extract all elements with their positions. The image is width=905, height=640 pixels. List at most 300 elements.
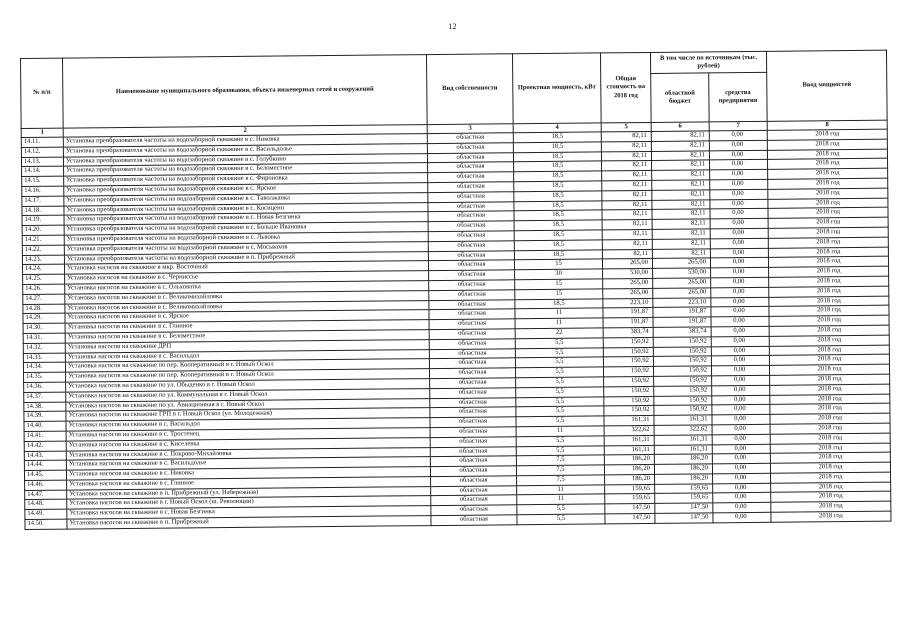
commission-year: 2018 год [768,188,888,199]
ownership-type: областная [430,417,516,428]
design-power: 11 [515,318,603,329]
enterprise-funds: 0,00 [710,238,768,248]
design-power: 18,5 [515,298,603,309]
enterprise-funds: 0,00 [711,267,769,277]
total-cost: 150,92 [603,357,653,367]
object-name: Установка насосов на скважине в с. Покрово-Михайловка [66,447,430,460]
total-cost: 82,11 [602,200,652,210]
commission-year: 2018 год [771,511,891,522]
column-number: 5 [601,122,651,131]
enterprise-funds: 0,00 [712,444,770,454]
total-cost: 150,92 [603,367,653,377]
commission-year: 2018 год [767,149,887,160]
ownership-type: областная [429,270,515,281]
enterprise-funds: 0,00 [710,228,768,238]
table-header [21,50,888,137]
design-power: 18,5 [514,161,602,172]
ownership-type: областная [429,358,515,369]
total-cost: 150,92 [603,337,653,347]
ownership-type: областная [430,368,516,379]
object-name: Установка насосов на скважине в с. Глинное [65,320,429,333]
total-cost: 150,92 [604,376,654,386]
enterprise-funds: 0,00 [713,473,771,483]
ownership-type: областная [430,378,516,389]
total-cost: 82,11 [602,210,652,220]
regional-budget: 191,87 [653,307,711,317]
total-cost: 82,11 [602,161,652,171]
row-number: 14.34. [23,362,65,372]
row-number: 14.20. [22,225,64,235]
commission-year: 2018 год [769,354,889,365]
row-number: 14.13. [21,157,63,167]
commission-year: 2018 год [768,178,888,189]
enterprise-funds: 0,00 [712,375,770,385]
enterprise-funds: 0,00 [711,277,769,287]
column-number: 1 [21,128,63,137]
commission-year: 2018 год [768,168,888,179]
commission-year: 2018 год [769,325,889,336]
regional-budget: 82,11 [652,248,710,258]
object-name: Установка насосов на скважине в с. Великомихайловка [65,300,429,313]
regional-budget: 530,00 [653,268,711,278]
object-name: Установка насосов на скважине ГРП в г. Новый Оскол (ул. Молодежная) [66,408,430,421]
enterprise-funds: 0,00 [712,424,770,434]
design-power: 18,5 [513,132,601,143]
regional-budget: 82,11 [651,141,709,151]
regional-budget: 82,11 [652,239,710,249]
row-number: 14.16. [22,186,64,196]
enterprise-funds: 0,00 [710,218,768,228]
enterprise-funds: 0,00 [711,336,769,346]
ownership-type: областная [430,397,516,408]
regional-budget: 265,00 [652,258,710,268]
object-name: Установка преобразователя частоты на водозаборной скважине в с. Голубкино [63,153,427,166]
commission-year: 2018 год [770,452,890,463]
enterprise-funds: 0,00 [711,356,769,366]
regional-budget: 82,11 [652,199,710,209]
commission-year: 2018 год [770,384,890,395]
commission-year: 2018 год [770,462,890,473]
row-number: 14.41. [24,431,66,441]
enterprise-funds: 0,00 [713,503,771,513]
design-power: 5,5 [515,367,603,378]
ownership-type: областная [428,192,514,203]
commission-year: 2018 год [771,501,891,512]
commission-year: 2018 год [768,217,888,228]
design-power: 5,5 [517,514,605,525]
row-number: 14.14. [22,166,64,176]
row-number: 14.42. [24,441,66,451]
column-number: 7 [709,121,767,131]
regional-budget: 150,92 [653,366,711,376]
object-name: Установка насосов на скважине по ул. Авиационная в г. Новый Оскол [66,398,430,411]
commission-year: 2018 год [769,276,889,287]
commission-year: 2018 год [769,306,889,317]
commission-year: 2018 год [770,394,890,405]
regional-budget: 82,11 [652,209,710,219]
total-cost: 186,20 [604,465,654,475]
object-name: Установка насосов на скважине в г. Новый Оскол (ш. Революции) [67,496,431,509]
header-power: Проектная мощность, кВт [512,53,601,124]
row-number: 14.33. [23,353,65,363]
enterprise-funds: 0,00 [710,160,768,170]
row-number: 14.23. [22,255,64,265]
design-power: 11 [517,494,605,505]
ownership-type: областная [431,505,517,516]
object-name: Установка преобразователя частоты на водозаборной скважине в с. Больше Ивановка [64,222,428,235]
ownership-type: областная [430,456,516,467]
row-number: 14.50. [25,519,67,529]
regional-budget: 186,20 [655,474,713,484]
row-number: 14.28. [23,304,65,314]
total-cost: 82,11 [602,239,652,249]
enterprise-funds: 0,00 [712,414,770,424]
design-power: 11 [516,426,604,437]
object-name: Установка преобразователя частоты на водозаборной скважине в с. Новая Безгинка [64,212,428,225]
header-sources: В том числе по источникам (тыс. рублей) [650,51,766,73]
header-enterprise: средства предприятия [709,72,767,122]
commission-year: 2018 год [768,237,888,248]
design-power: 18,5 [513,152,601,163]
ownership-type: областная [428,162,514,173]
design-power: 5,5 [516,416,604,427]
enterprise-funds: 0,00 [713,493,771,503]
ownership-type: областная [428,241,514,252]
row-number: 14.32. [23,343,65,353]
object-name: Установка насосов на скважине по ул. Коммунальная в г. Новый Оскол [66,388,430,401]
object-name: Установка преобразователя частоты на водозаборной скважине в с. Мосьвахов [64,241,428,254]
row-number: 14.43. [24,451,66,461]
header-ownership: Вид собственности [426,54,513,125]
design-power: 5,5 [515,357,603,368]
total-cost: 150,92 [604,386,654,396]
row-number: 14.36. [24,382,66,392]
ownership-type: областная [431,485,517,496]
regional-budget: 150,92 [653,346,711,356]
object-name: Установка насосов на скважине в с. Никовка [66,467,430,480]
total-cost: 82,11 [602,171,652,181]
commission-year: 2018 год [768,247,888,258]
commission-year: 2018 год [769,266,889,277]
enterprise-funds: 0,00 [711,307,769,317]
design-power: 11 [515,308,603,319]
commission-year: 2018 год [768,257,888,268]
ownership-type: областная [428,250,514,261]
enterprise-funds: 0,00 [710,170,768,180]
object-name: Установка насосов на скважине в с. Васильдол [65,349,429,362]
total-cost: 161,31 [604,416,654,426]
regional-budget: 150,92 [654,395,712,405]
row-number: 14.24. [22,264,64,274]
investment-table [20,50,892,530]
ownership-type: областная [429,309,515,320]
design-power: 18,5 [513,142,601,153]
total-cost: 147,50 [605,514,655,524]
ownership-type: областная [428,172,514,183]
row-number: 14.44. [24,460,66,470]
regional-budget: 186,20 [654,464,712,474]
regional-budget: 159,65 [655,484,713,494]
commission-year: 2018 год [768,198,888,209]
header-name: Наименование муниципального образования, объекта инженерных сетей и сооружений [63,55,428,128]
commission-year: 2018 год [771,492,891,503]
regional-budget: 159,65 [655,493,713,503]
header-regional: областной бюджет [651,73,709,123]
commission-year: 2018 год [769,345,889,356]
object-name: Установка насосов на скважине в с. Глинное [67,476,431,489]
ownership-type: областная [429,319,515,330]
object-name: Установка насосов на скважине ДРП [65,339,429,352]
enterprise-funds: 0,00 [709,150,767,160]
object-name: Установка насосов на скважине в с. Беломестное [65,330,429,343]
regional-budget: 82,11 [651,150,709,160]
total-cost: 82,11 [601,151,651,161]
row-number: 14.37. [24,392,66,402]
enterprise-funds: 0,00 [711,297,769,307]
header-cost: Общая стоимость на 2018 год [600,52,651,122]
regional-budget: 265,00 [653,288,711,298]
commission-year: 2018 год [771,472,891,483]
design-power: 11 [517,485,605,496]
ownership-type: областная [430,446,516,457]
ownership-type: областная [427,133,513,144]
regional-budget: 265,00 [653,278,711,288]
total-cost: 161,31 [604,435,654,445]
total-cost: 82,11 [601,141,651,151]
row-number: 14.18. [22,206,64,216]
design-power: 15 [515,289,603,300]
object-name: Установка насосов на скважине в п. Прибрежный (ул. Набережная) [67,486,431,499]
design-power: 5,5 [516,436,604,447]
enterprise-funds: 0,00 [711,326,769,336]
ownership-type: областная [430,466,516,477]
enterprise-funds: 0,00 [710,189,768,199]
regional-budget: 161,31 [654,435,712,445]
total-cost: 159,65 [605,484,655,494]
document-sheet [20,50,890,530]
enterprise-funds: 0,00 [710,179,768,189]
object-name: Установка насосов на скважине в мкр. Восточный [64,261,428,274]
enterprise-funds: 0,00 [712,463,770,473]
object-name: Установка преобразователя частоты на водозаборной скважине в с. Косицено [64,202,428,215]
row-number: 14.47. [25,490,67,500]
design-power: 30 [515,269,603,280]
regional-budget: 82,11 [651,131,709,141]
ownership-type: областная [430,427,516,438]
total-cost: 150,92 [604,406,654,416]
regional-budget: 82,11 [652,229,710,239]
total-cost: 265,00 [602,259,652,269]
object-name: Установка насосов на скважине в с. Киселевка [66,437,430,450]
commission-year: 2018 год [770,423,890,434]
regional-budget: 82,11 [652,170,710,180]
ownership-type: областная [429,290,515,301]
page-number: 12 [448,22,457,31]
design-power: 22 [515,328,603,339]
ownership-type: областная [428,182,514,193]
object-name: Установка насосов на скважине в с. Ярское [65,310,429,323]
ownership-type: областная [428,260,514,271]
regional-budget: 322,62 [654,425,712,435]
regional-budget: 150,92 [654,405,712,415]
design-power: 15 [514,259,602,270]
regional-budget: 150,92 [654,376,712,386]
ownership-type: областная [430,407,516,418]
commission-year: 2018 год [769,296,889,307]
enterprise-funds: 0,00 [711,365,769,375]
regional-budget: 147,50 [655,513,713,523]
design-power: 5,5 [516,387,604,398]
total-cost: 191,87 [603,308,653,318]
header-commission: Ввод мощностей [766,50,887,121]
total-cost: 150,92 [604,396,654,406]
enterprise-funds: 0,00 [709,130,767,140]
enterprise-funds: 0,00 [713,483,771,493]
total-cost: 82,11 [602,180,652,190]
object-name: Установка преобразователя частоты на водозаборной скважине в с. Беломестное [64,163,428,176]
object-name: Установка преобразователя частоты на водозаборной скважине в с. Фироновка [64,173,428,186]
object-name: Установка насосов на скважине в с. Васильдол [66,418,430,431]
design-power: 18,5 [514,230,602,241]
object-name: Установка преобразователя частоты на водозаборной скважине в п. Прибрежный [64,251,428,264]
commission-year: 2018 год [767,139,887,150]
ownership-type: областная [429,299,515,310]
object-name: Установка насосов на скважине по пер. Кооперативный в г. Новый Оскол [65,359,429,372]
enterprise-funds: 0,00 [712,395,770,405]
design-power: 18,5 [514,181,602,192]
object-name: Установка насосов на скважине по пер. Кооперативный в г. Новый Оскол [66,369,430,382]
regional-budget: 383,74 [653,327,711,337]
row-number: 14.11. [21,137,63,147]
enterprise-funds: 0,00 [710,258,768,268]
row-number: 14.27. [23,294,65,304]
column-number: 8 [767,120,887,130]
commission-year: 2018 год [770,374,890,385]
row-number: 14.46. [25,480,67,490]
design-power: 18,5 [514,210,602,221]
design-power: 5,5 [516,377,604,388]
column-number: 6 [651,122,709,132]
design-power: 18,5 [514,171,602,182]
ownership-type: областная [428,201,514,212]
enterprise-funds: 0,00 [712,385,770,395]
object-name: Установка насосов на скважине в п. Прибрежный [67,516,431,529]
row-number: 14.25. [23,274,65,284]
regional-budget: 223,10 [653,297,711,307]
design-power: 18,5 [514,191,602,202]
object-name: Установка насосов на скважине в с. Черниссье [65,271,429,284]
regional-budget: 82,11 [652,160,710,170]
commission-year: 2018 год [770,413,890,424]
commission-year: 2018 год [769,286,889,297]
row-number: 14.22. [22,245,64,255]
regional-budget: 161,31 [654,415,712,425]
design-power: 7,5 [516,455,604,466]
ownership-type: областная [429,338,515,349]
row-number: 14.38. [24,402,66,412]
object-name: Установка преобразователя частоты на водозаборной скважине в с. Никовка [63,134,427,147]
ownership-type: областная [428,211,514,222]
commission-year: 2018 год [769,335,889,346]
regional-budget: 150,92 [653,356,711,366]
row-number: 14.48. [25,500,67,510]
table-body [21,129,891,529]
object-name: Установка насосов на скважине в с. Ольховатка [65,281,429,294]
design-power: 18,5 [514,220,602,231]
enterprise-funds: 0,00 [710,248,768,258]
commission-year: 2018 год [768,159,888,170]
commission-year: 2018 год [767,129,887,140]
commission-year: 2018 год [770,364,890,375]
ownership-type: областная [428,221,514,232]
regional-budget: 150,92 [654,386,712,396]
row-number: 14.31. [23,333,65,343]
commission-year: 2018 год [770,403,890,414]
enterprise-funds: 0,00 [711,287,769,297]
row-number: 14.39. [24,411,66,421]
design-power: 18,5 [514,240,602,251]
object-name: Установка насосов на скважине в с. Васильдолье [66,457,430,470]
ownership-type: областная [430,387,516,398]
total-cost: 150,92 [603,347,653,357]
row-number: 14.26. [23,284,65,294]
column-number: 2 [63,125,427,137]
row-number: 14.45. [24,470,66,480]
ownership-type: областная [430,436,516,447]
regional-budget: 161,31 [654,444,712,454]
commission-year: 2018 год [770,443,890,454]
regional-budget: 186,20 [654,454,712,464]
commission-year: 2018 год [768,227,888,238]
total-cost: 147,50 [605,504,655,514]
regional-budget: 147,50 [655,503,713,513]
row-number: 14.19. [22,215,64,225]
total-cost: 82,11 [601,131,651,141]
design-power: 5,5 [517,504,605,515]
total-cost: 82,11 [602,220,652,230]
enterprise-funds: 0,00 [712,454,770,464]
commission-year: 2018 год [768,208,888,219]
design-power: 5,5 [515,338,603,349]
row-number: 14.29. [23,313,65,323]
column-number: 3 [427,124,513,134]
ownership-type: областная [429,348,515,359]
design-power: 5,5 [516,396,604,407]
commission-year: 2018 год [770,433,890,444]
design-power: 5,5 [516,406,604,417]
regional-budget: 191,87 [653,317,711,327]
total-cost: 191,87 [603,318,653,328]
enterprise-funds: 0,00 [710,199,768,209]
ownership-type: областная [431,515,517,526]
ownership-type: областная [427,143,513,154]
design-power: 15 [515,279,603,290]
enterprise-funds: 0,00 [711,346,769,356]
regional-budget: 150,92 [653,337,711,347]
regional-budget: 82,11 [652,190,710,200]
design-power: 7,5 [517,475,605,486]
header-num: № п/п [21,58,64,128]
commission-year: 2018 год [771,482,891,493]
row-number: 14.15. [22,176,64,186]
total-cost: 223,10 [603,298,653,308]
object-name: Установка преобразователя частоты на водозаборной скважине в с. Ярское [64,183,428,196]
ownership-type: областная [431,495,517,506]
total-cost: 265,00 [603,288,653,298]
total-cost: 82,11 [602,190,652,200]
total-cost: 186,20 [605,474,655,484]
column-number: 4 [513,123,601,133]
